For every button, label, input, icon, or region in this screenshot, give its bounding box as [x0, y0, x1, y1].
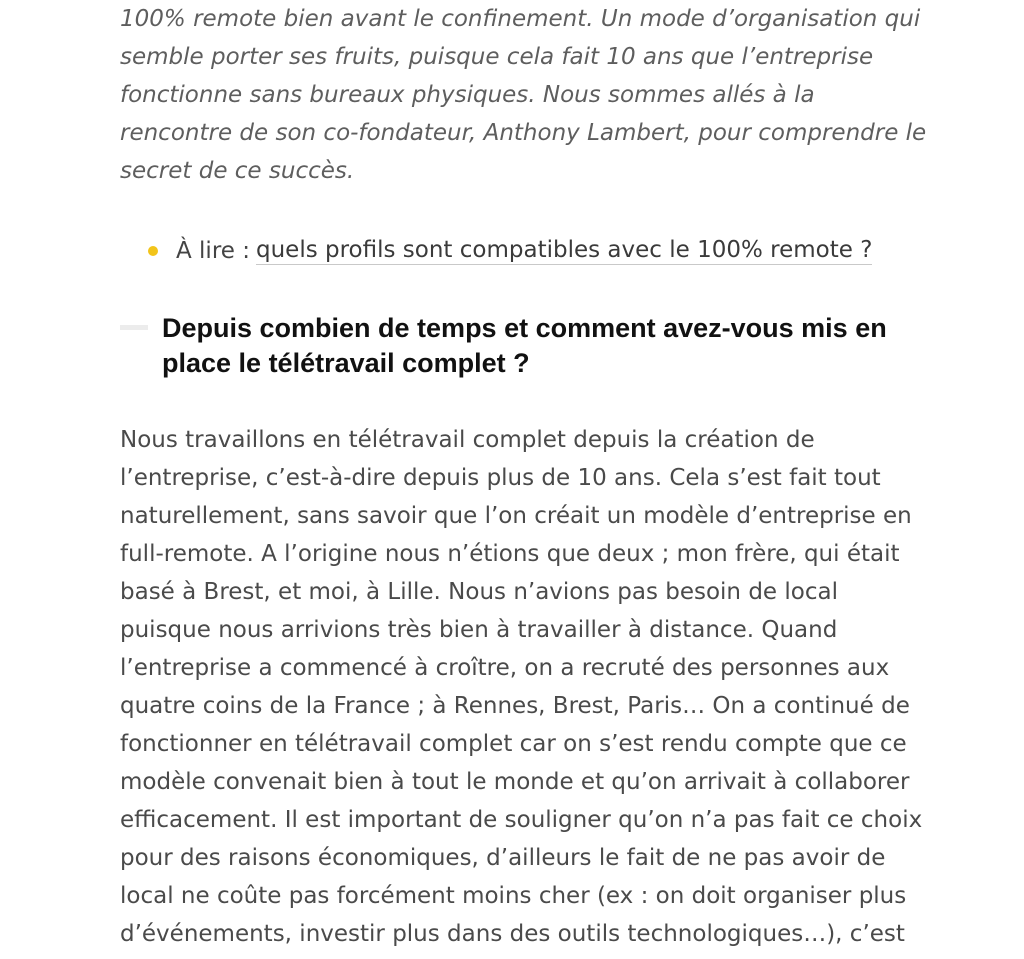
answer-line: Nous travaillons en télétravail complet depuis la création de — [120, 427, 815, 453]
answer-line: puisque nous arrivions très bien à travailler à distance. Quand — [120, 617, 838, 643]
intro-line: rencontre de son co-fondateur, Anthony Lambert, pour comprendre le — [120, 120, 927, 146]
heading-accent-rule — [120, 325, 148, 330]
intro-line: fonctionne sans bureaux physiques. Nous sommes allés à la — [120, 82, 815, 108]
related-prefix: À lire : — [176, 238, 250, 264]
heading-line: Depuis combien de temps et comment avez-vous mis en — [162, 313, 887, 343]
answer-line: efficacement. Il est important de souligner qu’on n’a pas fait ce choix — [120, 807, 923, 833]
intro-line: semble porter ses fruits, puisque cela fait 10 ans que l’entreprise — [120, 44, 874, 70]
answer-line: d’événements, investir plus dans des outils technologiques…), c’est — [120, 921, 905, 947]
answer-line: full-remote. A l’origine nous n’étions que deux ; mon frère, qui était — [120, 541, 900, 567]
bullet-dot-icon — [148, 246, 158, 256]
answer-line: local ne coûte pas forcément moins cher (ex : on doit organiser plus — [120, 883, 907, 909]
answer-line: l’entreprise a commencé à croître, on a recruté des personnes aux — [120, 655, 890, 681]
intro-line: 100% remote bien avant le confinement. Un mode d’organisation qui — [120, 6, 921, 32]
answer-line: fonctionner en télétravail complet car on s’est rendu compte que ce — [120, 731, 907, 757]
answer-paragraph — [120, 421, 970, 953]
related-article-item — [148, 232, 872, 270]
answer-line: l’entreprise, c’est-à-dire depuis plus de 10 ans. Cela s’est fait tout — [120, 465, 881, 491]
article-intro — [120, 0, 960, 190]
answer-line: basé à Brest, et moi, à Lille. Nous n’avions pas besoin de local — [120, 579, 838, 605]
question-heading — [162, 311, 962, 381]
answer-line: modèle convenait bien à tout le monde et qu’on arrivait à collaborer — [120, 769, 910, 795]
answer-line: quatre coins de la France ; à Rennes, Brest, Paris… On a continué de — [120, 693, 910, 719]
heading-line: place le télétravail complet ? — [162, 348, 530, 378]
intro-line: secret de ce succès. — [120, 158, 355, 184]
related-article-link[interactable]: quels profils sont compatibles avec le 100% remote ? — [256, 237, 873, 263]
answer-line: pour des raisons économiques, d’ailleurs le fait de ne pas avoir de — [120, 845, 886, 871]
answer-line: naturellement, sans savoir que l’on créait un modèle d’entreprise en — [120, 503, 912, 529]
